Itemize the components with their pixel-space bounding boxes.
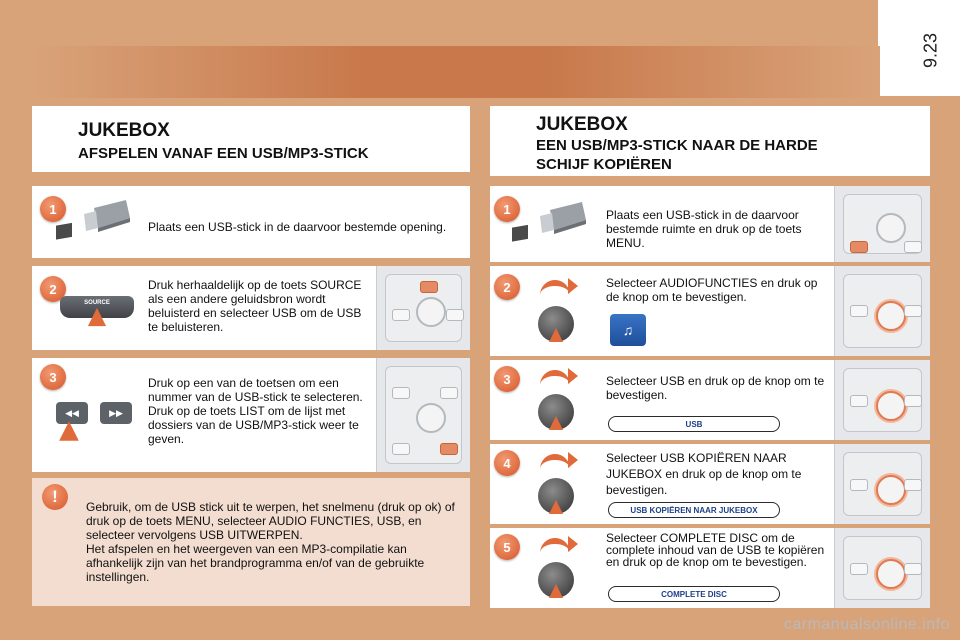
left-title: JUKEBOX <box>78 120 170 141</box>
left-step-2-text: Druk herhaaldelijk op de toets SOURCE als een andere geluidsbron wordt beluisterd en selecteer USB om de USB te beluisteren. <box>148 278 362 334</box>
step-number-badge: 1 <box>494 196 520 222</box>
usb-stick-icon <box>54 198 134 246</box>
source-button-label: SOURCE <box>84 300 110 306</box>
left-step-3 <box>32 358 470 472</box>
usb-stick-icon <box>510 200 590 248</box>
source-key-icon <box>420 281 438 293</box>
step-number-badge: 4 <box>494 450 520 476</box>
right-step-3 <box>490 360 930 440</box>
right-title: JUKEBOX <box>536 114 628 135</box>
right-step-3-text: Selecteer USB en druk op de knop om te bevestigen. <box>606 374 825 402</box>
dial-icon <box>416 403 446 433</box>
left-header <box>32 106 470 172</box>
dial-icon <box>876 213 906 243</box>
right-step-5 <box>490 528 930 608</box>
press-arrow-icon <box>88 308 106 326</box>
menu-option-pill: USB <box>608 416 780 432</box>
audio-functions-icon: ♫ <box>610 314 646 346</box>
radio-console-image <box>834 266 930 356</box>
header-band <box>30 46 880 98</box>
left-step-2 <box>32 266 470 350</box>
press-arrow-icon <box>549 584 563 598</box>
dial-icon <box>876 391 906 421</box>
right-header <box>490 106 930 176</box>
right-step-1 <box>490 186 930 262</box>
right-step-2 <box>490 266 930 356</box>
menu-option-pill: COMPLETE DISC <box>608 586 780 602</box>
rotate-arrow-icon <box>540 454 570 474</box>
dial-icon <box>876 475 906 505</box>
step-number-badge: 3 <box>40 364 66 390</box>
menu-key-icon <box>850 241 868 253</box>
right-subtitle: EEN USB/MP3-STICK NAAR DE HARDE SCHIJF KOPIËREN <box>536 137 818 173</box>
step-number-badge: 2 <box>40 276 66 302</box>
left-subtitle: AFSPELEN VANAF EEN USB/MP3-STICK <box>78 145 369 162</box>
menu-option-pill: USB KOPIËREN NAAR JUKEBOX <box>608 502 780 518</box>
list-key-icon <box>440 443 458 455</box>
rotate-arrow-icon <box>540 370 570 390</box>
rotate-arrow-icon <box>540 538 570 558</box>
previous-track-icon: ◀◀ <box>56 402 88 424</box>
left-note-text: Gebruik, om de USB stick uit te werpen, het snelmenu (druk op ok) of druk op de toets MENU, selecteer AUDIO FUNCTIES, USB, en selecteer vervolgens USB UITWERPEN. Het afspelen en het weergeven van een MP3-compilatie kan afhankelijk zijn van het brandprogramma en/of van de gebruikte instellingen. <box>86 500 455 584</box>
right-step-5-text: Selecteer COMPLETE DISC om de complete inhoud van de USB te kopiëren en druk op de knop om te bevestigen. <box>606 531 825 569</box>
radio-console-image <box>834 360 930 440</box>
dial-icon <box>876 301 906 331</box>
page-number: 9.23 <box>920 32 941 68</box>
right-step-4 <box>490 444 930 524</box>
left-step-1 <box>32 186 470 258</box>
left-step-1-text: Plaats een USB-stick in de daarvoor bestemde opening. <box>148 220 447 234</box>
right-step-1-text: Plaats een USB-stick in de daarvoor bestemde ruimte en druk op de toets MENU. <box>606 208 802 250</box>
dial-icon <box>876 559 906 589</box>
next-track-icon: ▶▶ <box>100 402 132 424</box>
step-number-badge: 2 <box>494 274 520 300</box>
radio-console-image <box>834 444 930 524</box>
step-number-badge: 1 <box>40 196 66 222</box>
radio-console-image <box>834 186 930 262</box>
right-step-4-text: Selecteer USB KOPIËREN NAAR JUKEBOX en druk op de knop om te bevestigen. <box>606 451 802 497</box>
right-step-2-text: Selecteer AUDIOFUNCTIES en druk op de knop om te bevestigen. <box>606 276 818 304</box>
page-number-tab <box>878 0 960 96</box>
rotate-arrow-icon <box>540 280 570 300</box>
left-step-3-text: Druk op een van de toetsen om een nummer van de USB-stick te selecteren. Druk op de toets LIST om de lijst met dossiers van de USB/MP3-stick weer te geven. <box>148 376 363 446</box>
dial-icon <box>416 297 446 327</box>
warning-icon: ! <box>42 484 68 510</box>
press-arrow-icon <box>549 328 563 342</box>
watermark: carmanualsonline.info <box>783 616 950 633</box>
press-arrow-icon <box>549 416 563 430</box>
radio-console-image <box>376 358 470 472</box>
radio-console-image <box>376 266 470 350</box>
press-arrow-icon <box>59 421 79 441</box>
radio-console-image <box>834 528 930 608</box>
press-arrow-icon <box>549 500 563 514</box>
left-note <box>32 478 470 606</box>
step-number-badge: 3 <box>494 366 520 392</box>
step-number-badge: 5 <box>494 534 520 560</box>
